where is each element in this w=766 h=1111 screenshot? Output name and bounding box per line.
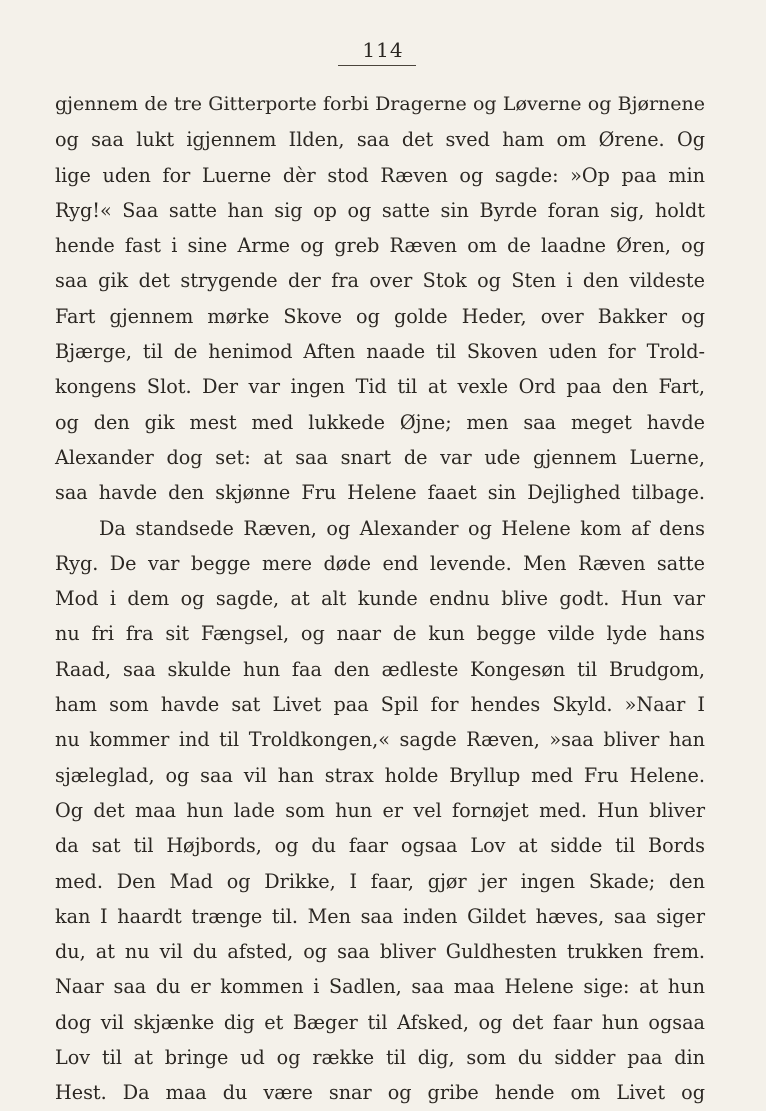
text-line: dog vil skjænke dig et Bæger til Afsked, og det faar hun ogsaa [55, 1010, 705, 1034]
text-line: lige uden for Luerne dèr stod Ræven og sagde: »Op paa min [55, 163, 705, 187]
text-line: Bjærge, til de henimod Aften naade til Skoven uden for Trold- [55, 340, 705, 364]
text-line: Da standsede Ræven, og Alexander og Helene kom af dens [99, 516, 705, 540]
text-line: nu kommer ind til Troldkongen,« sagde Ræven, »saa bliver han [55, 728, 705, 752]
text-line: med. Den Mad og Drikke, I faar, gjør jer ingen Skade; den [55, 869, 705, 893]
text-line: da sat til Højbords, og du faar ogsaa Lov at sidde til Bords [55, 834, 705, 858]
text-line: du, at nu vil du afsted, og saa bliver Guldhesten trukken frem. [55, 940, 705, 964]
text-line: Naar saa du er kommen i Sadlen, saa maa Helene sige: at hun [55, 975, 705, 999]
text-line: sjæleglad, og saa vil han strax holde Bryllup med Fru Helene. [55, 763, 705, 787]
text-line: saa gik det strygende der fra over Stok og Sten i den vildeste [55, 269, 705, 293]
text-line: Ryg. De var begge mere døde end levende. Men Ræven satte [55, 551, 705, 575]
text-line: saa havde den skjønne Fru Helene faaet sin Dejlighed tilbage. [55, 481, 705, 505]
text-line: og den gik mest med lukkede Øjne; men saa meget havde [55, 410, 705, 434]
text-line: kan I haardt trænge til. Men saa inden Gildet hæves, saa siger [55, 904, 705, 928]
text-line: gjennem de tre Gitterporte forbi Dragerne og Løverne og Bjørnene [55, 93, 705, 115]
text-line: hende fast i sine Arme og greb Ræven om de laadne Øren, og [55, 234, 705, 258]
text-line: Raad, saa skulde hun faa den ædleste Kongesøn til Brudgom, [55, 657, 705, 681]
body-text [55, 87, 705, 1111]
text-line: Mod i dem og sagde, at alt kunde endnu blive godt. Hun var [55, 587, 705, 611]
text-line: kongens Slot. Der var ingen Tid til at vexle Ord paa den Fart, [55, 375, 705, 399]
text-line: Alexander dog set: at saa snart de var ude gjennem Luerne, [55, 445, 705, 469]
text-line: nu fri fra sit Fængsel, og naar de kun begge vilde lyde hans [55, 622, 705, 646]
page-number: 114 [362, 38, 404, 62]
text-line: Hest. Da maa du være snar og gribe hende om Livet og [55, 1081, 705, 1105]
text-line: Fart gjennem mørke Skove og golde Heder, over Bakker og [55, 304, 705, 328]
text-line: ham som havde sat Livet paa Spil for hendes Skyld. »Naar I [55, 693, 705, 717]
text-line: Lov til at bringe ud og række til dig, som du sidder paa din [55, 1046, 705, 1070]
page-number-rule [338, 65, 416, 66]
text-line: Ryg!« Saa satte han sig op og satte sin Byrde foran sig, holdt [55, 198, 705, 222]
text-line: Og det maa hun lade som hun er vel fornøjet med. Hun bliver [55, 798, 705, 822]
text-line: og saa lukt igjennem Ilden, saa det sved ham om Ørene. Og [55, 128, 705, 152]
